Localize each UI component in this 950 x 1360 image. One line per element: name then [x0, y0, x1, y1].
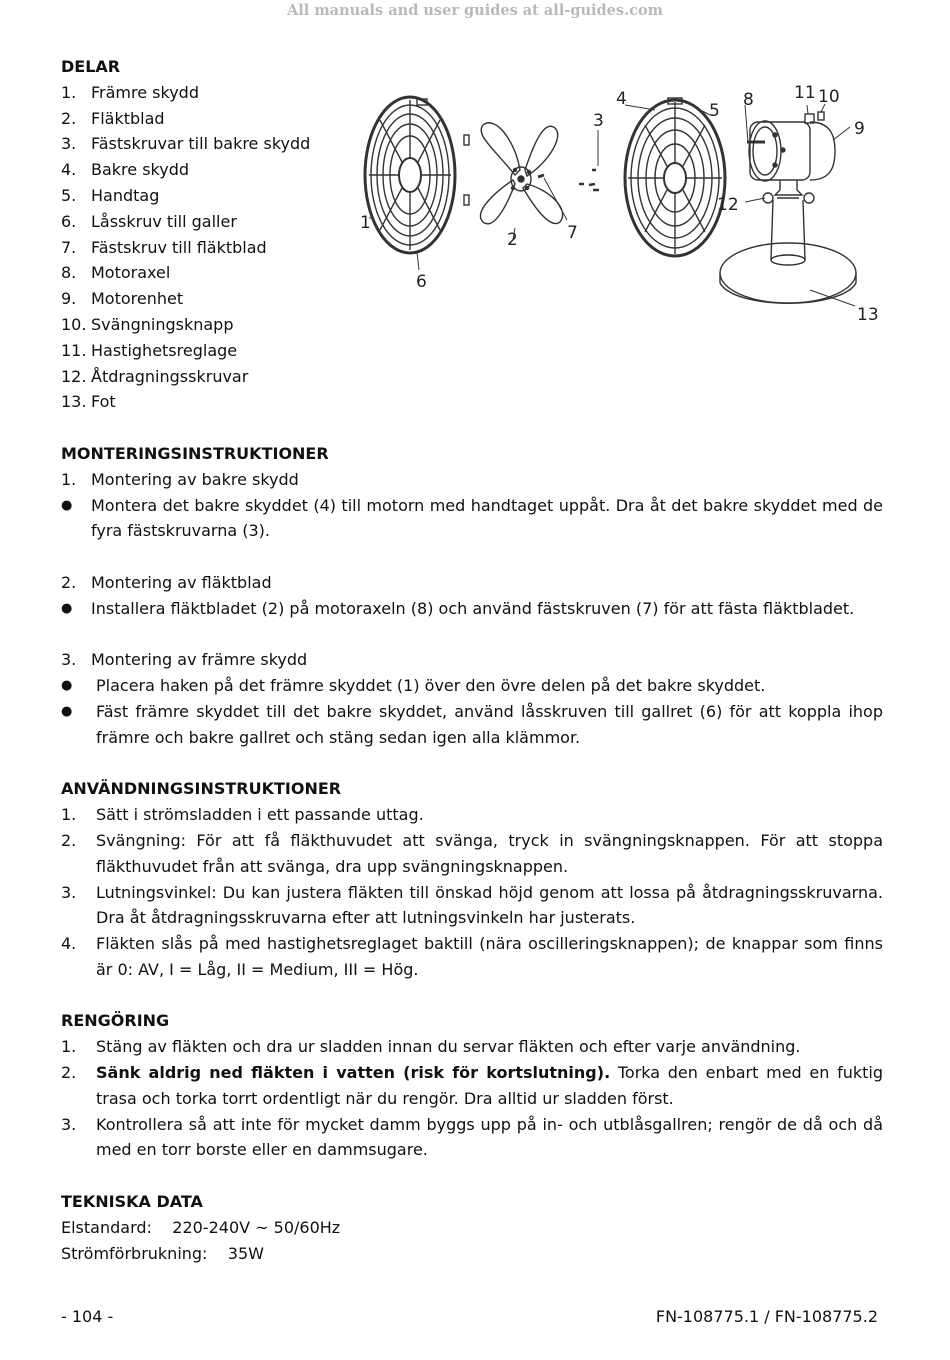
usage-section [61, 776, 883, 982]
cleaning-item: 3. Kontrollera så att inte för mycket damm byggs upp på in- och utblåsgallren; rengör de då och då med en torr borste eller en dammsugare. [61, 1114, 883, 1160]
cleaning-heading: RENGÖRING [61, 1011, 170, 1031]
model-number: FN-108775.1 / FN-108775.2 [655, 1307, 878, 1326]
usage-item: 4. Fläkten slås på med hastighetsreglaget baktill (nära oscilleringsknappen); de knappar som finns är 0: AV, I = Låg, II = Medium, III = Hög. [61, 934, 883, 979]
bullet-icon: ● [61, 497, 73, 513]
assembly-step-title: 1. Montering av bakre skydd [61, 469, 299, 489]
usage-item: 1. Sätt i strömsladden i ett passande uttag. [61, 805, 424, 825]
callout-7: 7 [567, 223, 578, 243]
parts-list-item: 3. Fästskruvar till bakre skydd [61, 134, 311, 154]
assembly-bullet: ● Installera fläktbladet (2) på motoraxeln (8) och använd fästskruven (7) för att fästa fläktbladet. [61, 596, 883, 622]
assembly-bullet: ● Montera det bakre skyddet (4) till motorn med handtaget uppåt. Dra åt det bakre skyddet med de fyra fästskruvarna (3). [61, 493, 883, 545]
document-body [61, 54, 883, 1266]
parts-list-item: 1. Främre skydd [61, 82, 199, 102]
callout-4: 4 [616, 89, 627, 109]
parts-list-item: 11. Hastighetsreglage [61, 340, 238, 360]
parts-list-item: 6. Låsskruv till galler [61, 211, 237, 231]
assembly-step-title: 3. Montering av främre skydd [61, 650, 308, 670]
assembly-heading: MONTERINGSINSTRUKTIONER [61, 443, 329, 463]
parts-list-item: 13. Fot [61, 392, 116, 412]
parts-list-item: 5. Handtag [61, 185, 160, 205]
tech-heading: TEKNISKA DATA [61, 1192, 203, 1212]
parts-list-item: 2. Fläktblad [61, 108, 165, 128]
parts-list [61, 80, 361, 415]
callout-3: 3 [593, 111, 604, 131]
parts-list-item: 10. Svängningsknapp [61, 314, 234, 334]
bullet-icon: ● [61, 600, 73, 616]
parts-list-item: 4. Bakre skydd [61, 160, 190, 180]
page-number: - 104 - [61, 1307, 114, 1326]
assembly-step-title: 2. Montering av fläktblad [61, 572, 272, 592]
assembly-section [61, 441, 883, 751]
callout-13: 13 [857, 305, 879, 325]
callout-2: 2 [507, 230, 518, 250]
callout-11: 11 [794, 83, 816, 103]
bullet-icon: ● [61, 703, 73, 719]
cleaning-item: 1. Stäng av fläkten och dra ur sladden innan du servar fläkten och efter varje användning. [61, 1037, 801, 1057]
usage-heading: ANVÄNDNINGSINSTRUKTIONER [61, 779, 342, 799]
tech-section [61, 1189, 883, 1266]
assembly-bullet: ● Fäst främre skyddet till det bakre skyddet, använd låsskruven till gallret (6) för att koppla ihop främre och bakre gallret och stäng sedan igen alla klämmor. [61, 699, 883, 751]
usage-item: 3. Lutningsvinkel: Du kan justera fläkten till önskad höjd genom att lossa på åtdragningsskruvarna. Dra åt åtdragningsskruvarna efter att lutningsvinkeln har justerats. [61, 882, 883, 928]
tech-row: Elstandard: 220-240V ~ 50/60Hz [61, 1217, 341, 1237]
parts-section [61, 54, 883, 415]
callout-8: 8 [743, 90, 754, 110]
warning-text: Sänk aldrig ned fläkten i vatten (risk för kortslutning). [96, 1063, 611, 1083]
parts-heading: DELAR [61, 57, 121, 76]
callout-9: 9 [854, 119, 865, 139]
usage-item: 2. Svängning: För att få fläkthuvudet att svänga, tryck in svängningsknappen. För att stoppa fläkthuvudet från att svänga, dra upp svängningsknappen. [61, 830, 883, 876]
parts-list-item: 8. Motoraxel [61, 263, 171, 283]
cleaning-item: 2. Sänk aldrig ned fläkten i vatten (risk för kortslutning). Torka den enbart med en fuktig trasa och torka torrt ordentligt när du rengör. Dra alltid ur sladden först. [61, 1063, 883, 1108]
callout-12: 12 [717, 195, 739, 215]
bullet-icon: ● [61, 678, 73, 694]
watermark: All manuals and user guides at all-guides.com [287, 2, 663, 19]
tech-row: Strömförbrukning: 35W [61, 1243, 264, 1263]
parts-list-item: 12. Åtdragningsskruvar [61, 366, 249, 386]
callout-1: 1 [360, 213, 371, 233]
cleaning-section [61, 1008, 883, 1163]
callout-5: 5 [709, 101, 720, 121]
callout-10: 10 [818, 87, 840, 107]
assembly-bullet: ● Placera haken på det främre skyddet (1) över den övre delen på det bakre skyddet. [61, 673, 883, 699]
parts-list-item: 9. Motorenhet [61, 289, 184, 309]
callout-6: 6 [416, 272, 427, 292]
parts-list-item: 7. Fästskruv till fläktblad [61, 237, 267, 257]
